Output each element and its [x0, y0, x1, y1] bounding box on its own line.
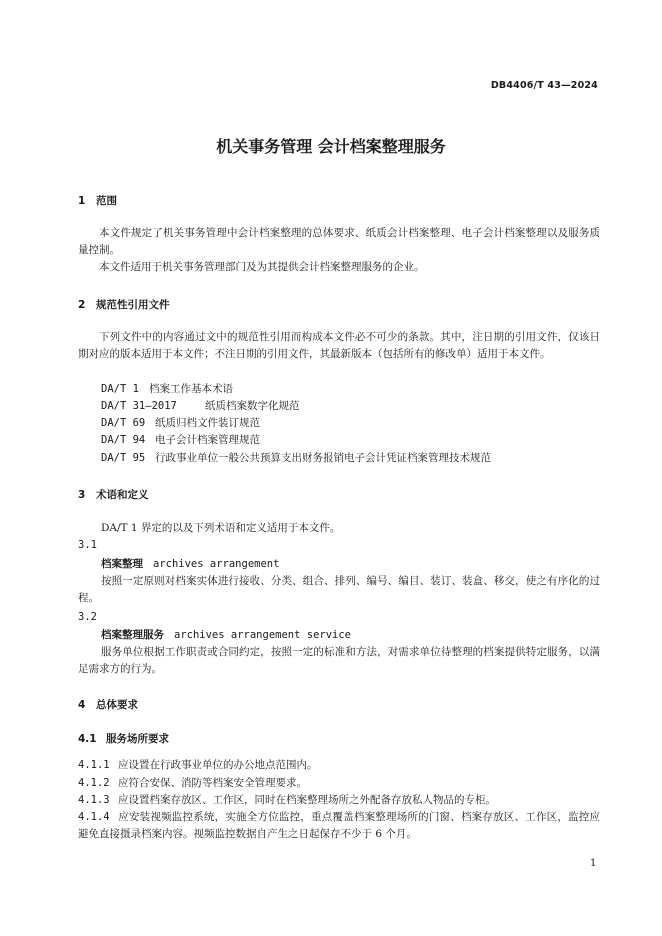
term-entry: [101, 627, 351, 642]
clause-text: 应符合安保、消防等档案安全管理要求。: [118, 777, 307, 789]
term-chinese: 档案整理: [101, 558, 143, 570]
reference-code: DA/T 69: [101, 417, 146, 429]
section-number: 3: [78, 489, 86, 501]
term-english: archives arrangement service: [174, 629, 352, 641]
subsection-number: 4.1: [78, 733, 97, 745]
clause-number: 4.1.4: [78, 811, 110, 823]
reference-title: 行政事业单位一般公共预算支出财务报销电子会计凭证档案管理技术规范: [155, 452, 491, 464]
reference-item: [101, 432, 260, 447]
section-title: 总体要求: [96, 699, 138, 711]
clause-item: [78, 792, 496, 807]
clause-text: 应安装视频监控系统，实施全方位监控，重点覆盖档案整理场所的门窗、档案存放区、工作区，监控应避免直接摄录档案内容。视频监控数据自产生之日起保存不少于 6 个月。: [78, 811, 600, 840]
term-english: archives arrangement: [153, 558, 280, 570]
term-chinese: 档案整理服务: [101, 629, 164, 641]
term-entry: [101, 556, 279, 571]
section-2-heading: [78, 297, 170, 312]
subsection-title: 服务场所要求: [106, 733, 169, 745]
clause-number: 4.1.1: [78, 759, 110, 771]
document-title: 机关事务管理 会计档案整理服务: [216, 137, 446, 156]
clause-item: [78, 809, 600, 843]
clause-text: 应设置在行政事业单位的办公地点范围内。: [118, 759, 318, 771]
subsection-heading: [78, 731, 169, 746]
section-title: 术语和定义: [96, 489, 149, 501]
reference-code: DA/T 95: [101, 452, 146, 464]
reference-title: 电子会计档案管理规范: [155, 434, 260, 446]
section-title: 范围: [96, 195, 117, 207]
reference-code: DA/T 31—2017: [101, 400, 177, 412]
clause-item: [78, 757, 318, 772]
term-definition: 服务单位根据工作职责或合同约定，按照一定的标准和方法，对需求单位待整理的档案提供特定服务，以满足需求方的行为。: [78, 646, 600, 675]
reference-item: [101, 415, 260, 430]
scope-paragraph-2: 本文件适用于机关事务管理部门及为其提供会计档案整理服务的企业。: [99, 261, 425, 273]
reference-title: 纸质档案数字化规范: [205, 400, 300, 412]
terms-intro: DA/T 1 界定的以及下列术语和定义适用于本文件。: [101, 522, 341, 534]
term-number: 3.2: [78, 611, 97, 623]
section-number: 2: [78, 299, 86, 311]
page-number: 1: [590, 858, 597, 869]
reference-title: 档案工作基本术语: [149, 383, 233, 395]
section-title: 规范性引用文件: [96, 299, 170, 311]
section-number: 1: [78, 195, 86, 207]
section-number: 4: [78, 699, 86, 711]
clause-text: 应设置档案存放区、工作区，同时在档案整理场所之外配备存放私人物品的专柜。: [118, 794, 496, 806]
term-definition: 按照一定原则对档案实体进行接收、分类、组合、排列、编号、编目、装订、装盒、移交，使之有序化的过程。: [78, 575, 600, 604]
normative-references-paragraph: 下列文件中的内容通过文中的规范性引用而构成本文件必不可少的条款。其中，注日期的引用文件，仅该日期对应的版本适用于本文件；不注日期的引用文件，其最新版本（包括所有的修改单）适用于本文件。: [78, 331, 600, 360]
section-4-heading: [78, 697, 138, 712]
reference-item: [101, 381, 233, 396]
term-number: 3.1: [78, 539, 97, 551]
reference-item: [101, 450, 491, 465]
reference-title: 纸质归档文件装订规范: [155, 417, 260, 429]
standard-number: DB4406/T 43—2024: [490, 80, 598, 91]
section-1-heading: [78, 193, 117, 208]
reference-item: [101, 398, 300, 413]
clause-number: 4.1.3: [78, 794, 110, 806]
clause-item: [78, 775, 307, 790]
reference-code: DA/T 1: [101, 383, 139, 395]
scope-paragraph-1: 本文件规定了机关事务管理中会计档案整理的总体要求、纸质会计档案整理、电子会计档案整理以及服务质量控制。: [78, 227, 600, 256]
reference-code: DA/T 94: [101, 434, 146, 446]
section-3-heading: [78, 487, 149, 502]
clause-number: 4.1.2: [78, 777, 110, 789]
